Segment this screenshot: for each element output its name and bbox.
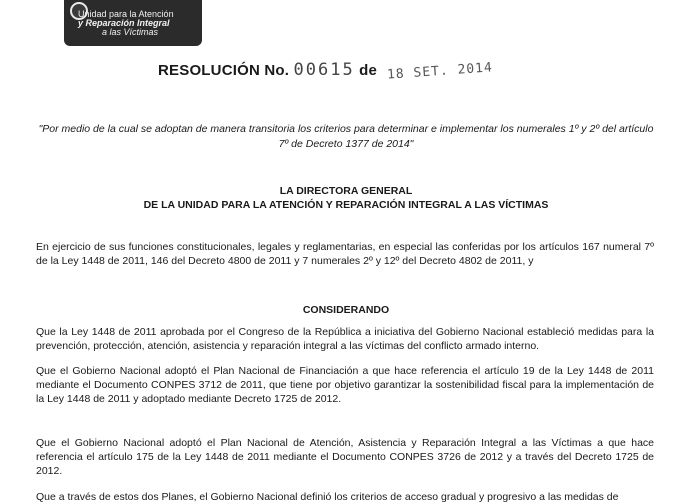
issuing-authority	[36, 184, 656, 212]
resolution-connector: de	[359, 62, 377, 79]
paragraph-3: Que el Gobierno Nacional adoptó el Plan Nacional de Atención, Asistencia y Reparación Integral a las Víctimas a que hace referencia el artículo 175 de la Ley 1448 de 2011 mediante el Documento CONPES 3726 de 2012 y a través del Decreto 1725 de 2012.	[36, 437, 654, 477]
authority-line-2: DE LA UNIDAD PARA LA ATENCIÓN Y REPARACIÓN INTEGRAL A LAS VÍCTIMAS	[143, 199, 549, 211]
resolution-date-stamp: 18 SET. 2014	[386, 60, 494, 83]
institution-logo	[64, 0, 202, 46]
paragraph-1: Que la Ley 1448 de 2011 aprobada por el Congreso de la República a iniciativa del Gobierno Nacional estableció medidas para la prevención, protección, atención, asistencia y reparación integral a las víctimas del conflicto armado interno.	[36, 326, 654, 352]
paragraph-2: Que el Gobierno Nacional adoptó el Plan Nacional de Financiación a que hace referencia el artículo 19 de la Ley 1448 de 2011 mediante el Documento CONPES 3712 de 2011, que tiene por objetivo garantizar la sostenibilidad fiscal para la implementación de la Ley 1448 de 2011 y adoptado mediante Decreto 1725 de 2012.	[36, 365, 654, 405]
logo-text	[78, 10, 202, 37]
considerando-heading: CONSIDERANDO	[302, 304, 390, 316]
resolution-number: 00615	[293, 60, 355, 80]
paragraph-4: Que a través de estos dos Planes, el Gobierno Nacional definió los criterios de acceso gradual y progresivo a las medidas de	[36, 491, 619, 503]
logo-line-3: a las Víctimas	[102, 27, 159, 37]
resolution-heading	[158, 60, 578, 83]
logo-line-1: Unidad para la Atención	[78, 9, 174, 19]
resolution-subject: "Por medio de la cual se adoptan de manera transitoria los criterios para determinar e implementar los numerales 1º y 2º del artículo 7º de Decreto 1377 de 2014"	[38, 123, 654, 150]
logo-line-2: y Reparación Integral	[78, 18, 170, 28]
resolution-label: RESOLUCIÓN No.	[158, 62, 290, 79]
preamble-paragraph: En ejercicio de sus funciones constitucionales, legales y reglamentarias, en especial las conferidas por los artículos 167 numeral 7º de la Ley 1448 de 2011, 146 del Decreto 4800 de 2011 y 7 numerales 2º y 12º del Decreto 4802 de 2011, y	[36, 241, 654, 267]
authority-line-1: LA DIRECTORA GENERAL	[279, 185, 413, 197]
